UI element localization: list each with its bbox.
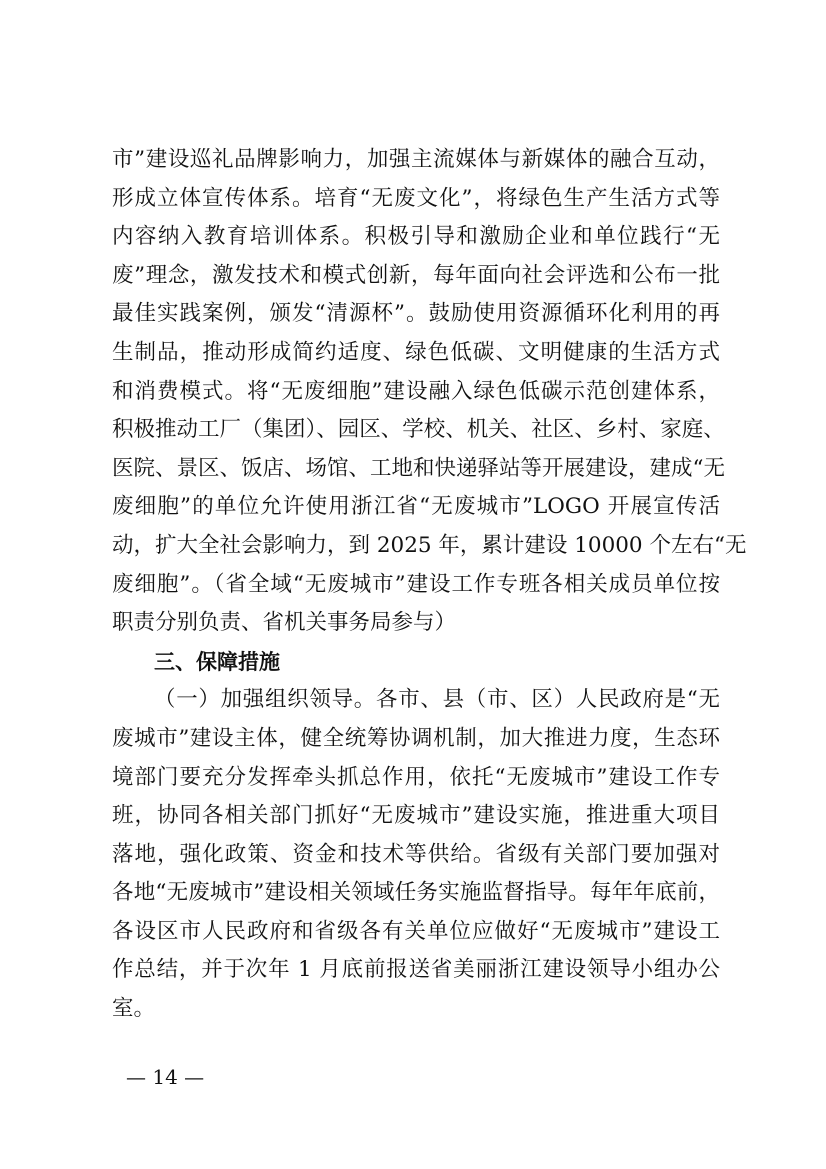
paragraph-line: 各设区市人民政府和省级各有关单位应做好“无废城市”建设工 [112, 918, 720, 944]
paragraph-line: 废城市”建设主体，健全统筹协调机制，加大推进力度，生态环 [112, 725, 720, 751]
paragraph-line: 作总结，并于次年 1 月底前报送省美丽浙江建设领导小组办公 [112, 957, 720, 983]
paragraph-line: 最佳实践案例，颁发“清源杯”。鼓励使用资源循环化利用的再 [112, 301, 720, 327]
section-heading: 三、保障措施 [154, 649, 280, 674]
paragraph-line: 室。 [112, 996, 156, 1022]
paragraph-line: 和消费模式。将“无废细胞”建设融入绿色低碳示范创建体系， [112, 378, 720, 404]
paragraph-line: 境部门要充分发挥牵头抓总作用，依托“无废城市”建设工作专 [112, 764, 720, 790]
paragraph-line: 动，扩大全社会影响力，到 2025 年，累计建设 10000 个左右“无 [112, 532, 747, 558]
paragraph-line: 废细胞”的单位允许使用浙江省“无废城市”LOGO 开展宣传活 [112, 494, 720, 520]
body-text [112, 141, 747, 1029]
paragraph-line: 内容纳入教育培训体系。积极引导和激励企业和单位践行“无 [112, 224, 720, 250]
paragraph-line: 落地，强化政策、资金和技术等供给。省级有关部门要加强对 [112, 841, 720, 867]
paragraph-line: 生制品，推动形成简约适度、绿色低碳、文明健康的生活方式 [112, 339, 720, 365]
paragraph-line: 积极推动工厂（集团）、园区、学校、机关、社区、乡村、家庭、 [112, 417, 725, 443]
paragraph-line: （一）加强组织领导。各市、县（市、区）人民政府是“无 [154, 687, 720, 713]
paragraph-line: 废细胞”。（省全域“无废城市”建设工作专班各相关成员单位按 [112, 571, 720, 597]
paragraph-line: 形成立体宣传体系。培育“无废文化”，将绿色生产生活方式等 [112, 185, 720, 211]
paragraph-line: 废”理念，激发技术和模式创新，每年面向社会评选和公布一批 [112, 262, 720, 288]
paragraph-line: 市”建设巡礼品牌影响力，加强主流媒体与新媒体的融合互动， [112, 147, 720, 172]
page-number: — 14 — [126, 1065, 205, 1089]
paragraph-line: 职责分别负责、省机关事务局参与） [112, 610, 457, 636]
paragraph-line: 班，协同各相关部门抓好“无废城市”建设实施，推进重大项目 [112, 803, 720, 829]
paragraph-line: 各地“无废城市”建设相关领域任务实施监督指导。每年年底前， [112, 880, 720, 906]
paragraph-line: 医院、景区、饭店、场馆、工地和快递驿站等开展建设，建成“无 [112, 455, 725, 481]
